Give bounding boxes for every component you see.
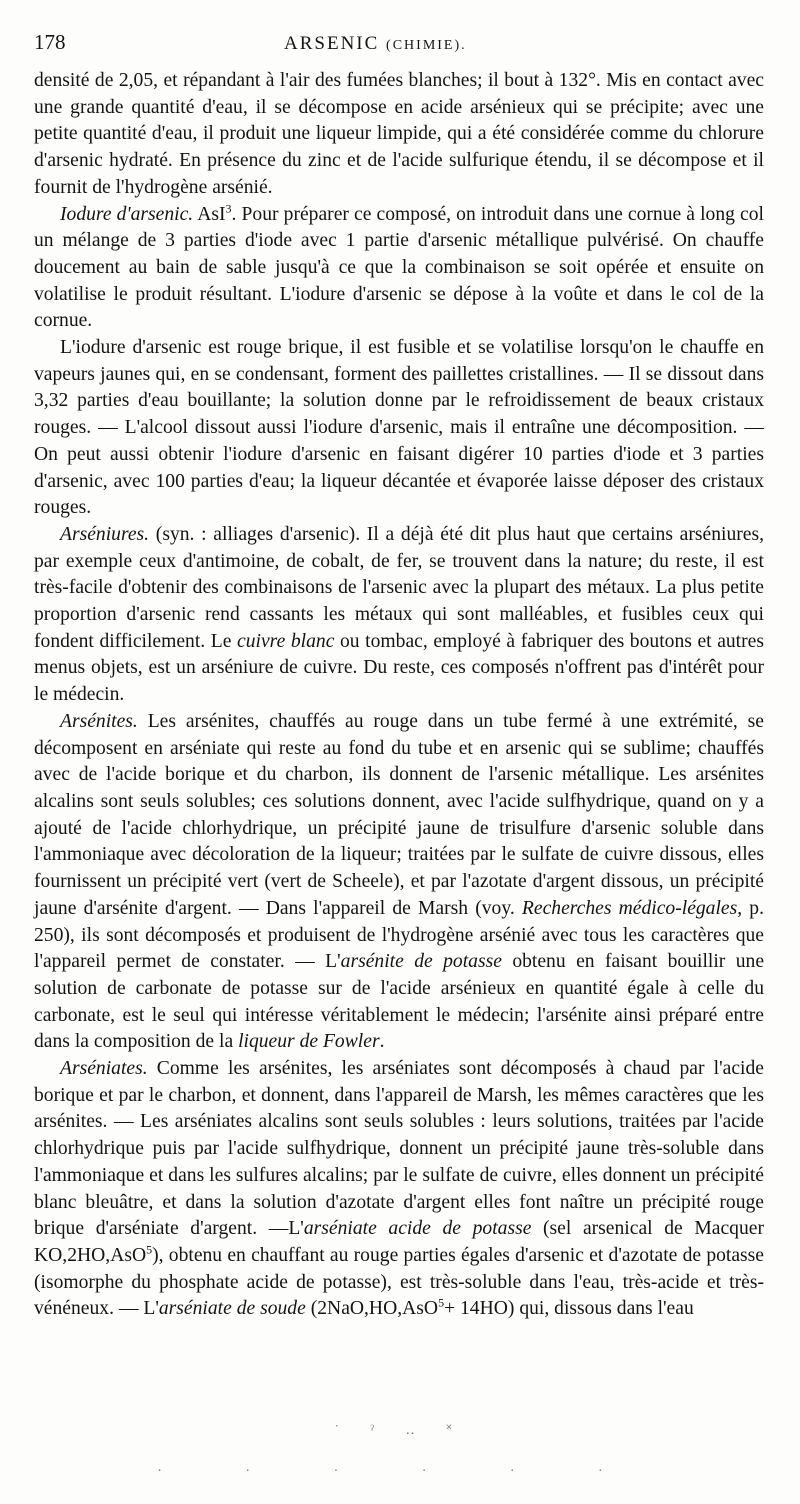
term-cuivre-blanc: cuivre blanc (237, 630, 335, 652)
term-arseniate-acide-potasse: arséniate acide de potasse (303, 1218, 532, 1240)
paragraph-arsenites: Arsénites. Les arsénites, chauffés au rouge dans un tube fermé à une extrémité, se décomposent en arséniate qui reste au fond du tube et en arsenic qui se sublime; chauffés avec de l'acide borique et du charbon, ils donnent de l'arsenic métallique. Les arsénites alcalins sont seuls solubles; ces solutions donnent, avec l'acide sulfhydrique, quand on y a ajouté de l'acide chlorhydrique, un précipité jaune de trisulfure d'arsenic soluble dans l'ammoniaque avec décoloration de la liqueur; traitées par le sulfate de cuivre dissous, elles fournissent un précipité vert (vert de Scheele), et par l'azotate d'argent dissous, un précipité jaune d'arsénite d'argent. — Dans l'appareil de Marsh (voy. Recherches médico-légales, p. 250), ils sont décomposés et produisent de l'hydrogène arsénié avec tous les caractères que l'appareil permet de constater. — L'arsénite de potasse obtenu en faisant bouillir une solution de carbonate de potasse sur de l'acide arsénieux en quantité égale à celle du carbonate, est le seul qui intéresse véritablement le médecin; l'arsénite ainsi préparé entre dans la composition de la liqueur de Fowler. (34, 710, 765, 1053)
paragraph-iodure-properties: L'iodure d'arsenic est rouge brique, il est fusible et se volatilise lorsqu'on le chauffe en vapeurs jaunes qui, en se condensant, forment des paillettes cristallines. — Il se dissout dans 3,32 parties d'eau bouillante; la solution donne par le refroidissement de beaux cristaux rouges. — L'alcool dissout aussi l'iodure d'arsenic, mais il entraîne une décomposition. — On peut aussi obtenir l'iodure d'arsenic en faisant digérer 10 parties d'iode et 3 parties d'arsenic, avec 100 parties d'eau; la liqueur décantée et évaporée laisse déposer des cristaux rouges. (34, 337, 764, 519)
formula-asi3: AsI$^3$ (197, 200, 232, 225)
reference-recherches: Recherches médico-légales (521, 897, 738, 919)
paragraph-iodure: Iodure d'arsenic. AsI$^3$. Pour préparer ce composé, on introduit dans une cornue à long col un mélange de 3 parties d'iode avec 1 partie d'arsenic métallique pulvérisé. On chauffe doucement au bain de sable jusqu'à ce que la combinaison se soit opérée et ensuite on volatilise le produit résultant. L'iodure d'arsenic se dépose à la voûte et dans le col de la cornue. (34, 200, 764, 332)
page-header (34, 30, 764, 64)
section-head-arseniures: Arséniures. (60, 523, 150, 545)
section-head-iodure: Iodure d'arsenic. (60, 203, 194, 225)
paragraph-continuation: densité de 2,05, et répandant à l'air des fumées blanches; il bout à 132°. Mis en contact avec une grande quantité d'eau, il se décompose en acide arsénieux qui se précipite; avec une petite quantité d'eau, il produit une liqueur limpide, qui a été considérée comme du chlorure d'arsenic hydraté. En présence du zinc et de l'acide sulfurique étendu, il se décompose et il fournit de l'hydrogène arsénié. (34, 70, 764, 198)
running-title-sub: (CHIMIE). (386, 38, 467, 53)
body-text (34, 68, 764, 1323)
page-number: 178 (34, 30, 66, 54)
running-title-main: ARSENIC (284, 33, 380, 54)
running-title (284, 33, 467, 55)
paragraph-arseniures: Arséniures. (syn. : alliages d'arsenic). Il a déjà été dit plus haut que certains arséniures, par exemple ceux d'antimoine, de cobalt, de fer, se trouvent dans la nature; du reste, il est très-facile d'obtenir des combinaisons de l'arsenic avec la plupart des métaux. La plus petite proportion d'arsenic rend cassants les métaux qui sont malléables, et fusibles ceux qui fondent difficilement. Le cuivre blanc ou tombac, employé à fabriquer des boutons et autres menus objets, est un arséniure de cuivre. Du reste, ces composés n'offrent pas d'intérêt pour le médecin. (34, 523, 764, 706)
print-specks-bottom: · · · · · · (157, 1464, 643, 1479)
section-head-arsenites: Arsénites. (60, 710, 138, 732)
paragraph-arseniates: Arséniates. Comme les arsénites, les arséniates sont décomposés à chaud par l'acide borique et par le charbon, et donnent, dans l'appareil de Marsh, les mêmes caractères que les arsénites. — Les arséniates alcalins sont seuls solubles : leurs solutions, traitées par l'acide chlorhydrique puis par l'acide sulfhydrique, donnent un précipité jaune très-soluble dans l'ammoniaque et dans les sulfures alcalins; par le sulfate de cuivre, elles donnent un précipité blanc bleuâtre, et dans la solution d'azotate d'argent elles font naître un précipité rouge brique d'arséniate d'argent. —L'arséniate acide de potasse (sel arsenical de Macquer KO,2HO,AsO$^5$), obtenu en chauffant au rouge parties égales d'arsenic et d'azotate de potasse (isomorphe du phosphate acide de potasse), est très-soluble dans l'eau, très-acide et très-vénéneux. — L'arséniate de soude (2NaO,HO,AsO$^5$+ 14HO) qui, dissous dans l'eau (34, 1058, 764, 1320)
term-liqueur-fowler: liqueur de Fowler (238, 1031, 380, 1053)
term-arseniate-soude: arséniate de soude (158, 1298, 306, 1320)
section-head-arseniates: Arséniates. (60, 1058, 148, 1080)
term-arsenite-potasse: arsénite de potasse (340, 951, 502, 973)
print-specks-top: ˙ ˀ ‥ ˟ (334, 1423, 466, 1438)
